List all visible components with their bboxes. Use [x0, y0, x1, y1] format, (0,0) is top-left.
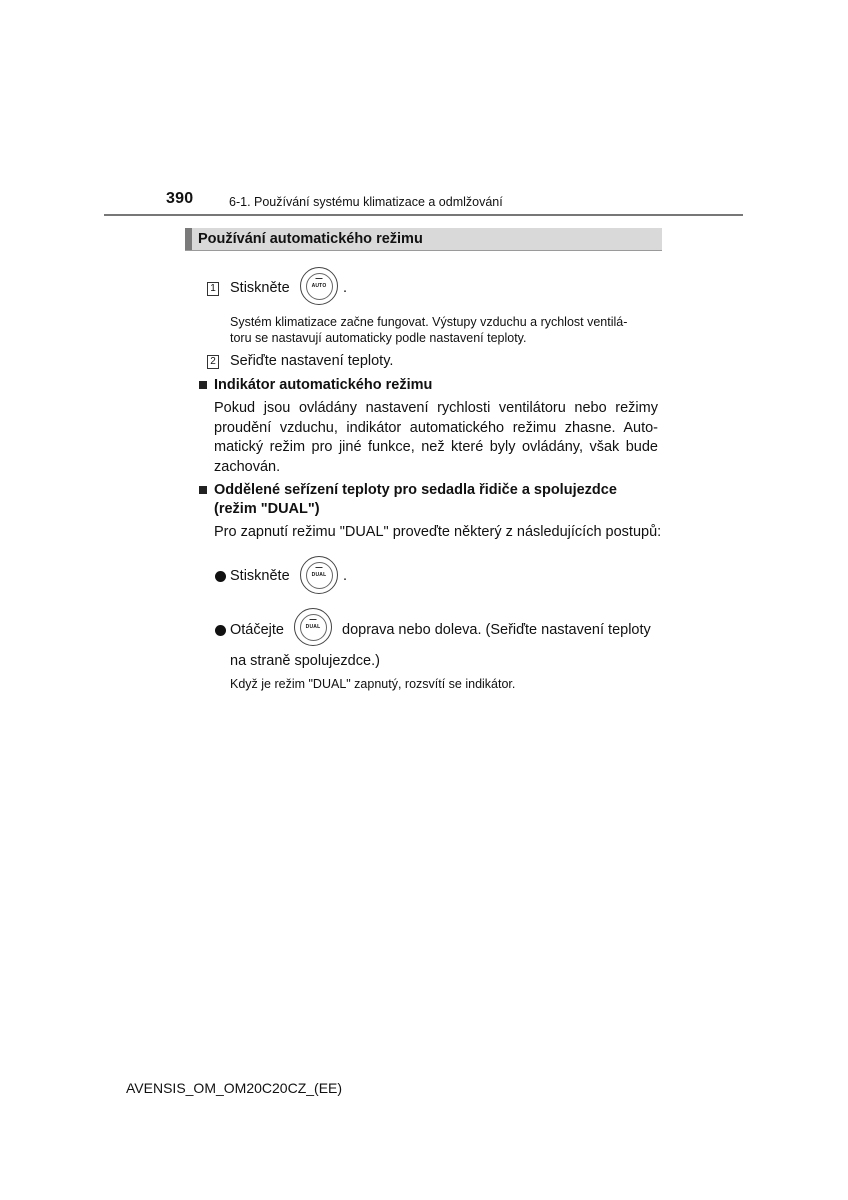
dual-option1-suffix: .	[343, 568, 348, 584]
dual-intro: Pro zapnutí režimu "DUAL" proveďte některý z následujících postupů:	[214, 524, 662, 540]
dual-heading-line2: (režim "DUAL")	[214, 501, 320, 517]
square-bullet-icon	[199, 381, 207, 389]
section-title: Používání automatického režimu	[198, 231, 423, 247]
dual-option2-label: Otáčejte	[230, 622, 284, 638]
auto-button-text: AUTO	[306, 273, 333, 300]
step-2-number: 2	[207, 355, 219, 369]
dual-dial-text: DUAL	[300, 614, 327, 641]
dual-note: Když je režim "DUAL" zapnutý, rozsvítí se indikátor.	[230, 677, 516, 691]
dual-option2-cont: na straně spolujezdce.)	[230, 653, 380, 669]
page-number: 390	[166, 190, 194, 207]
dual-heading-line1: Oddělené seřízení teploty pro sedadla řidiče a spolujezdce	[214, 482, 617, 498]
step-1-number: 1	[207, 282, 219, 296]
round-bullet-icon	[215, 625, 226, 636]
footer-code: AVENSIS_OM_OM20C20CZ_(EE)	[126, 1080, 343, 1096]
section-path: 6-1. Používání systému klimatizace a odmlžování	[229, 195, 503, 209]
dual-option1-label: Stiskněte	[230, 568, 290, 584]
dual-button-text: DUAL	[306, 562, 333, 589]
step-1-note: Systém klimatizace začne fungovat. Výstupy vzduchu a rychlost ventilá- toru se nastavují automaticky podle nastavení teploty.	[230, 315, 628, 345]
dual-option2-suffix: doprava nebo doleva. (Seřiďte nastavení teploty	[342, 622, 651, 638]
step-2-label: Seřiďte nastavení teploty.	[230, 353, 394, 369]
auto-indicator-body: Pokud jsou ovládány nastavení rychlosti ventilátoru nebo režimy proudění vzduchu, indikátor automatického režimu zhasne. Auto-matický režim pro jiné funkce, než které byly ovládány, však bude zachován.	[214, 400, 658, 475]
square-bullet-icon	[199, 486, 207, 494]
auto-button-icon	[300, 267, 338, 305]
section-title-bar	[185, 228, 662, 251]
round-bullet-icon	[215, 571, 226, 582]
step-1-suffix: .	[343, 280, 348, 296]
dual-button-icon	[300, 556, 338, 594]
header-rule	[104, 214, 743, 216]
auto-indicator-heading: Indikátor automatického režimu	[214, 377, 433, 393]
dual-dial-icon	[294, 608, 332, 646]
section-bar-accent	[185, 228, 192, 250]
step-1-label: Stiskněte	[230, 280, 290, 296]
